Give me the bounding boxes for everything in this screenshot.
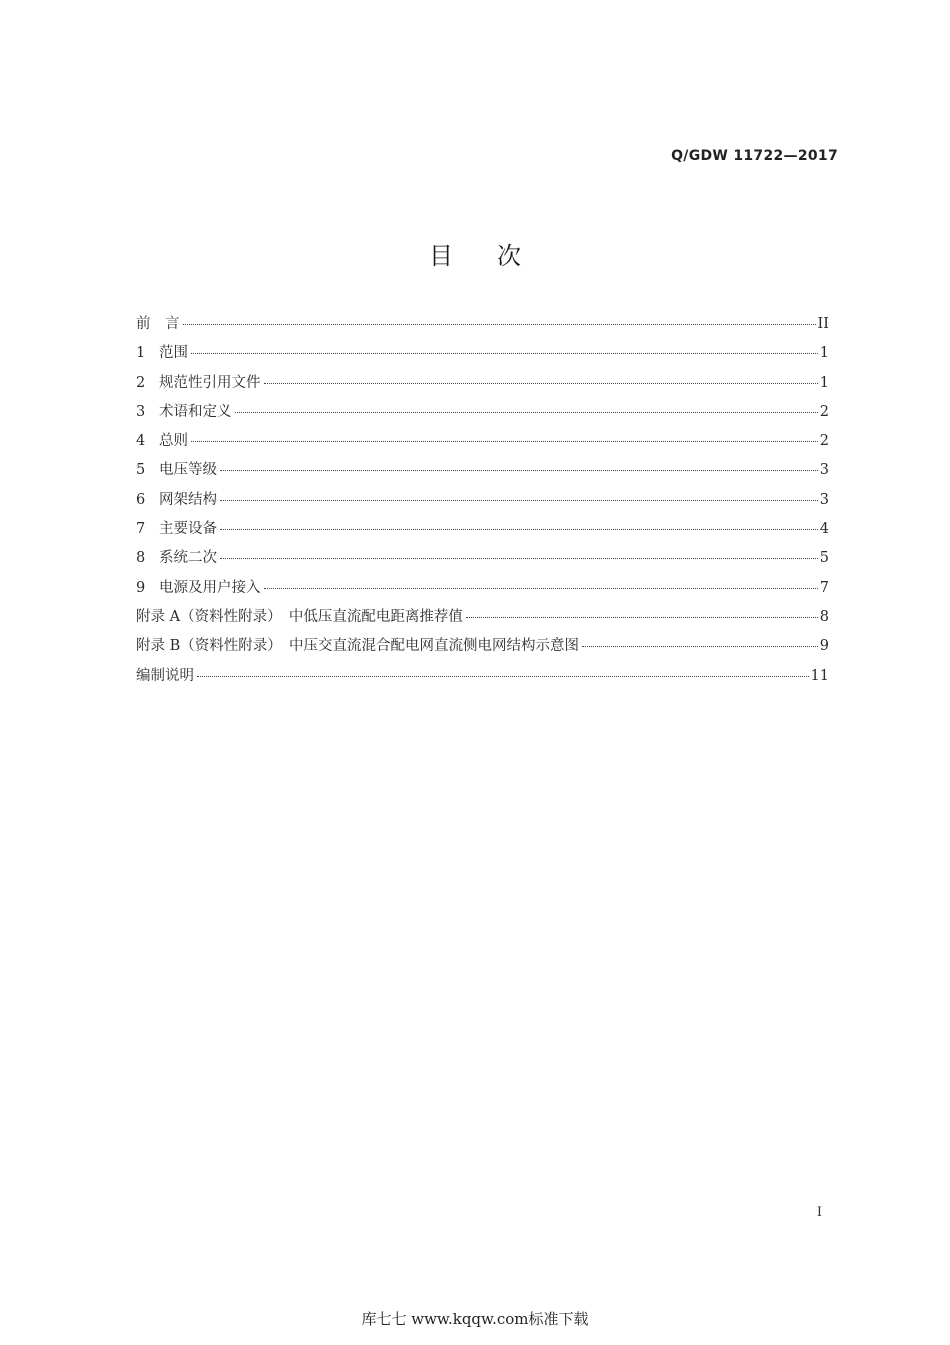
toc-entry[interactable]: [136, 341, 829, 370]
toc-leader-dots: [220, 558, 818, 559]
document-code: Q/GDW 11722—2017: [671, 148, 838, 164]
toc-leader-dots: [220, 470, 818, 471]
toc-entry-page: 7: [819, 579, 829, 596]
toc-leader-dots: [466, 617, 818, 618]
toc-leader-dots: [264, 383, 818, 384]
page-number: I: [816, 1205, 822, 1220]
toc-entry[interactable]: [136, 371, 829, 400]
toc-leader-dots: [264, 588, 818, 589]
toc-entry[interactable]: [136, 488, 829, 517]
toc-entry[interactable]: [136, 400, 829, 429]
toc-entry-page: 1: [819, 345, 829, 362]
toc-entry[interactable]: [136, 634, 829, 663]
toc-entry-label: 网架结构: [159, 491, 217, 508]
toc-entry-number: 6: [136, 491, 146, 508]
page-title: 目次: [429, 242, 565, 270]
toc-leader-dots: [582, 646, 818, 647]
toc-entry-number: 5: [136, 462, 146, 479]
toc-leader-dots: [235, 412, 818, 413]
toc-entry-label: 系统二次: [159, 550, 217, 567]
toc-entry-page: 4: [819, 521, 829, 538]
toc-entry-label: 附录 A（资料性附录） 中低压直流配电距离推荐值: [136, 608, 463, 625]
toc-entry-label: 主要设备: [159, 521, 217, 538]
toc-leader-dots: [220, 500, 818, 501]
toc-entry-number: 1: [136, 345, 146, 362]
toc-entry-label: 总则: [159, 433, 188, 450]
toc-entry-page: 3: [819, 462, 829, 479]
toc-entry-page: 2: [819, 433, 829, 450]
toc-entry-page: 11: [810, 667, 829, 684]
toc-entry[interactable]: [136, 312, 829, 341]
toc-entry[interactable]: [136, 546, 829, 575]
toc-leader-dots: [220, 529, 818, 530]
toc-entry-page: 3: [819, 491, 829, 508]
toc-entry-page: 1: [819, 374, 829, 391]
toc-leader-dots: [197, 676, 809, 677]
toc-entry-label: 前 言: [136, 316, 180, 332]
toc-entry[interactable]: [136, 576, 829, 605]
toc-leader-dots: [183, 324, 816, 325]
table-of-contents: [136, 312, 829, 693]
toc-entry-label: 术语和定义: [159, 403, 232, 420]
toc-entry-number: 9: [136, 579, 146, 596]
toc-leader-dots: [191, 441, 818, 442]
toc-entry-page: 9: [819, 638, 829, 655]
toc-leader-dots: [191, 353, 818, 354]
toc-entry-number: 3: [136, 403, 146, 420]
toc-entry[interactable]: [136, 429, 829, 458]
toc-entry-label: 范围: [159, 345, 188, 362]
toc-entry-label: 编制说明: [136, 667, 194, 684]
toc-entry-label: 附录 B（资料性附录） 中压交直流混合配电网直流侧电网结构示意图: [136, 638, 580, 655]
toc-entry-number: 2: [136, 374, 146, 391]
toc-entry-label: 规范性引用文件: [159, 374, 261, 391]
toc-entry-page: II: [817, 316, 829, 332]
toc-entry-number: 8: [136, 550, 146, 567]
toc-entry-page: 8: [819, 608, 829, 625]
toc-entry-label: 电源及用户接入: [159, 579, 261, 596]
toc-entry[interactable]: [136, 517, 829, 546]
footer-watermark-text: 库七七 www.kqqw.com标准下载: [361, 1310, 589, 1328]
toc-entry-number: 7: [136, 521, 146, 538]
toc-entry-page: 5: [819, 550, 829, 567]
toc-entry[interactable]: [136, 458, 829, 487]
toc-entry-label: 电压等级: [159, 462, 217, 479]
toc-entry[interactable]: [136, 605, 829, 634]
toc-entry-number: 4: [136, 433, 146, 450]
toc-entry[interactable]: [136, 664, 829, 693]
toc-entry-page: 2: [819, 403, 829, 420]
